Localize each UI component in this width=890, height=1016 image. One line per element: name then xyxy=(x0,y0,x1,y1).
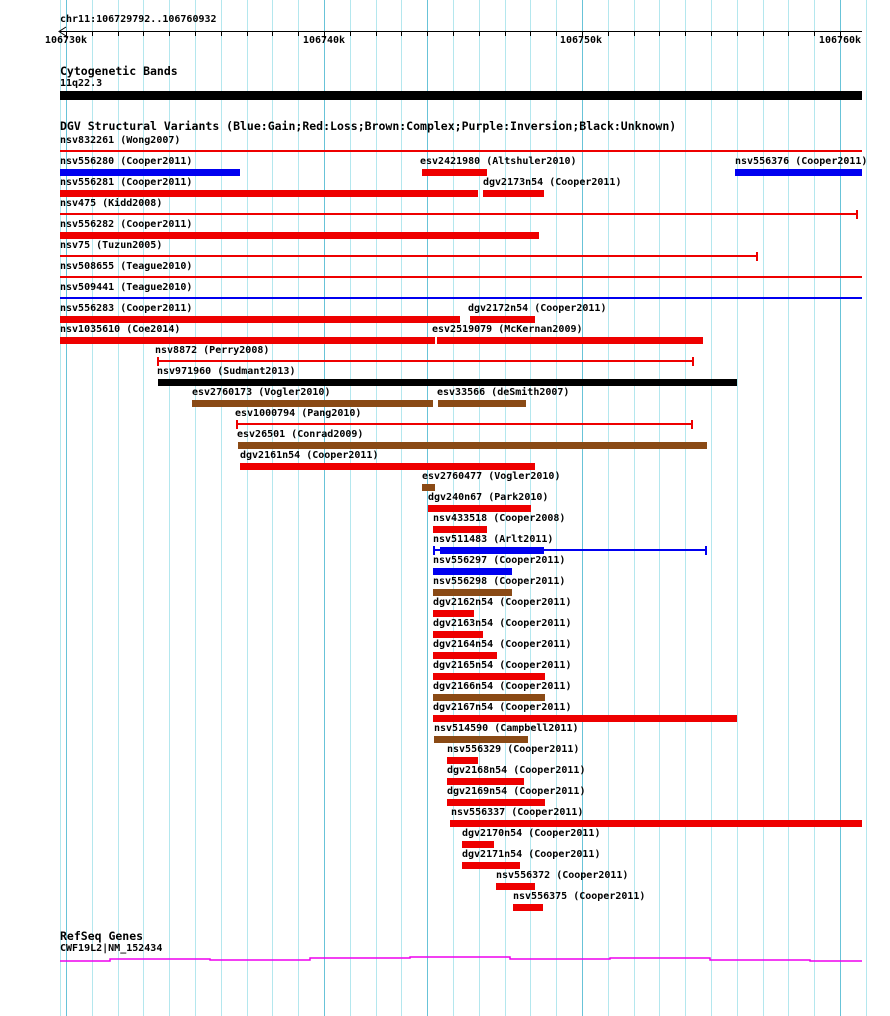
variant-label[interactable]: nsv511483 (Arlt2011) xyxy=(433,534,554,545)
variant-bar[interactable] xyxy=(438,400,526,407)
ruler-tick-label: 106740k xyxy=(302,35,346,46)
grid-line xyxy=(711,0,712,1016)
ruler-tick-label: 106750k xyxy=(559,35,603,46)
variant-end-tick xyxy=(691,420,693,429)
ruler-tick xyxy=(247,31,248,36)
variant-label[interactable]: nsv556283 (Cooper2011) xyxy=(60,303,193,314)
variant-label[interactable]: nsv556375 (Cooper2011) xyxy=(513,891,646,902)
variant-bar[interactable] xyxy=(60,190,478,197)
ruler-tick xyxy=(634,31,635,36)
grid-line xyxy=(350,0,351,1016)
variant-label[interactable]: nsv8872 (Perry2008) xyxy=(155,345,270,356)
variant-bar[interactable] xyxy=(433,568,512,575)
variant-label[interactable]: dgv240n67 (Park2010) xyxy=(428,492,549,503)
variant-span-line[interactable] xyxy=(157,360,694,362)
variant-label[interactable]: nsv556376 (Cooper2011) xyxy=(735,156,868,167)
variant-bar[interactable] xyxy=(158,379,737,386)
variant-label[interactable]: nsv832261 (Wong2007) xyxy=(60,135,181,146)
ruler-tick xyxy=(608,31,609,36)
grid-line xyxy=(221,0,222,1016)
ruler-tick xyxy=(479,31,480,36)
variant-bar[interactable] xyxy=(422,484,435,491)
ruler-tick-label: 106760k xyxy=(818,35,862,46)
variant-label[interactable]: nsv556297 (Cooper2011) xyxy=(433,555,566,566)
variant-label[interactable]: nsv971960 (Sudmant2013) xyxy=(157,366,296,377)
grid-line xyxy=(788,0,789,1016)
variant-label[interactable]: nsv556372 (Cooper2011) xyxy=(496,870,629,881)
variant-label[interactable]: esv2760173 (Vogler2010) xyxy=(192,387,331,398)
variant-bar[interactable] xyxy=(433,694,545,701)
grid-line xyxy=(737,0,738,1016)
variant-span-line[interactable] xyxy=(236,423,693,425)
variant-bar[interactable] xyxy=(462,841,494,848)
grid-line xyxy=(582,0,583,1016)
variant-label[interactable]: dgv2165n54 (Cooper2011) xyxy=(433,660,572,671)
variant-bar[interactable] xyxy=(60,169,240,176)
grid-line xyxy=(659,0,660,1016)
variant-label[interactable]: esv1000794 (Pang2010) xyxy=(235,408,362,419)
ruler-tick xyxy=(737,31,738,36)
grid-line xyxy=(247,0,248,1016)
grid-line xyxy=(634,0,635,1016)
variant-bar[interactable] xyxy=(450,820,862,827)
variant-label[interactable]: nsv1035610 (Coe2014) xyxy=(60,324,181,335)
ruler-tick xyxy=(763,31,764,36)
variant-bar[interactable] xyxy=(433,673,545,680)
variant-bar[interactable] xyxy=(513,904,543,911)
variant-bar[interactable] xyxy=(470,316,535,323)
ruler-tick xyxy=(556,31,557,36)
grid-line xyxy=(814,0,815,1016)
variant-label[interactable]: nsv509441 (Teague2010) xyxy=(60,282,193,293)
grid-line xyxy=(840,0,841,1016)
variant-label[interactable]: dgv2167n54 (Cooper2011) xyxy=(433,702,572,713)
grid-line xyxy=(608,0,609,1016)
ruler-tick xyxy=(298,31,299,36)
variant-span-line[interactable] xyxy=(60,255,758,257)
variant-end-tick xyxy=(236,420,238,429)
variant-label[interactable]: esv2760477 (Vogler2010) xyxy=(422,471,561,482)
ruler-tick xyxy=(659,31,660,36)
variant-label[interactable]: dgv2168n54 (Cooper2011) xyxy=(447,765,586,776)
variant-bar[interactable] xyxy=(483,190,544,197)
variant-label[interactable]: esv26501 (Conrad2009) xyxy=(237,429,364,440)
variant-bar[interactable] xyxy=(437,337,703,344)
variant-label[interactable]: nsv75 (Tuzun2005) xyxy=(60,240,163,251)
variant-label[interactable]: nsv475 (Kidd2008) xyxy=(60,198,163,209)
grid-line xyxy=(143,0,144,1016)
section-title-refseq: RefSeq Genes xyxy=(60,929,144,943)
ruler-tick xyxy=(401,31,402,36)
variant-span-line[interactable] xyxy=(60,276,862,278)
ruler-tick xyxy=(814,31,815,36)
ruler-tick xyxy=(530,31,531,36)
variant-bar[interactable] xyxy=(447,799,545,806)
grid-line xyxy=(763,0,764,1016)
variant-end-tick xyxy=(433,546,435,555)
variant-label[interactable]: nsv556281 (Cooper2011) xyxy=(60,177,193,188)
ruler-tick xyxy=(221,31,222,36)
cytoband-label: 11q22.3 xyxy=(60,78,103,89)
ruler-tick xyxy=(427,31,428,36)
variant-label[interactable]: dgv2172n54 (Cooper2011) xyxy=(468,303,607,314)
grid-line xyxy=(556,0,557,1016)
variant-end-tick xyxy=(756,252,758,261)
ruler-tick xyxy=(505,31,506,36)
grid-line xyxy=(685,0,686,1016)
variant-bar[interactable] xyxy=(60,337,435,344)
variant-bar[interactable] xyxy=(496,883,535,890)
ruler-tick xyxy=(350,31,351,36)
variant-bar[interactable] xyxy=(433,589,512,596)
region-title: chr11:106729792..106760932 xyxy=(60,14,217,25)
variant-span-line[interactable] xyxy=(60,150,862,152)
variant-bar[interactable] xyxy=(434,736,528,743)
variant-end-tick xyxy=(157,357,159,366)
variant-end-tick xyxy=(692,357,694,366)
variant-bar[interactable] xyxy=(422,169,487,176)
ruler-tick xyxy=(685,31,686,36)
variant-bar[interactable] xyxy=(462,862,520,869)
variant-bar[interactable] xyxy=(238,442,707,449)
grid-line xyxy=(195,0,196,1016)
ruler-tick xyxy=(195,31,196,36)
variant-label[interactable]: nsv433518 (Cooper2008) xyxy=(433,513,566,524)
variant-label[interactable]: nsv508655 (Teague2010) xyxy=(60,261,193,272)
grid-line xyxy=(272,0,273,1016)
variant-bar[interactable] xyxy=(60,316,460,323)
ruler-tick xyxy=(118,31,119,36)
grid-line xyxy=(298,0,299,1016)
variant-bar[interactable] xyxy=(433,526,487,533)
variant-end-tick xyxy=(856,210,858,219)
variant-bar[interactable] xyxy=(735,169,862,176)
grid-line xyxy=(118,0,119,1016)
section-title-cytobands: Cytogenetic Bands xyxy=(60,64,178,78)
grid-line xyxy=(376,0,377,1016)
grid-line xyxy=(169,0,170,1016)
variant-label[interactable]: dgv2162n54 (Cooper2011) xyxy=(433,597,572,608)
grid-line xyxy=(60,0,61,1016)
variant-label[interactable]: dgv2164n54 (Cooper2011) xyxy=(433,639,572,650)
variant-label[interactable]: nsv556282 (Cooper2011) xyxy=(60,219,193,230)
ruler-tick xyxy=(92,31,93,36)
variant-span-line[interactable] xyxy=(60,213,858,215)
ruler-axis xyxy=(60,31,862,32)
variant-bar[interactable] xyxy=(240,463,535,470)
ruler-tick xyxy=(711,31,712,36)
variant-label[interactable]: esv2421980 (Altshuler2010) xyxy=(420,156,577,167)
grid-line xyxy=(401,0,402,1016)
variant-label[interactable]: dgv2170n54 (Cooper2011) xyxy=(462,828,601,839)
variant-label[interactable]: esv2519079 (McKernan2009) xyxy=(432,324,583,335)
variant-bar[interactable] xyxy=(433,715,737,722)
variant-bar[interactable] xyxy=(447,757,478,764)
variant-label[interactable]: dgv2163n54 (Cooper2011) xyxy=(433,618,572,629)
ruler-tick xyxy=(376,31,377,36)
variant-bar[interactable] xyxy=(433,652,497,659)
variant-bar[interactable] xyxy=(433,631,483,638)
variant-label[interactable]: nsv556329 (Cooper2011) xyxy=(447,744,580,755)
cytoband-bar[interactable] xyxy=(60,91,862,100)
variant-label[interactable]: esv33566 (deSmith2007) xyxy=(437,387,570,398)
variant-bar[interactable] xyxy=(428,505,531,512)
ruler-tick xyxy=(143,31,144,36)
variant-label[interactable]: dgv2173n54 (Cooper2011) xyxy=(483,177,622,188)
variant-label[interactable]: nsv556337 (Cooper2011) xyxy=(451,807,584,818)
variant-label[interactable]: dgv2161n54 (Cooper2011) xyxy=(240,450,379,461)
variant-label[interactable]: nsv514590 (Campbell2011) xyxy=(434,723,579,734)
ruler-tick xyxy=(169,31,170,36)
variant-label[interactable]: nsv556280 (Cooper2011) xyxy=(60,156,193,167)
variant-bar[interactable] xyxy=(447,778,524,785)
section-title-dgv: DGV Structural Variants (Blue:Gain;Red:Loss;Brown:Complex;Purple:Inversion;Black:Unknown) xyxy=(60,119,677,133)
ruler-tick xyxy=(272,31,273,36)
refseq-gene-label[interactable]: CWF19L2|NM_152434 xyxy=(60,943,163,954)
variant-bar[interactable] xyxy=(192,400,433,407)
ruler-tick xyxy=(453,31,454,36)
ruler-tick xyxy=(788,31,789,36)
variant-end-tick xyxy=(705,546,707,555)
grid-line xyxy=(324,0,325,1016)
variant-label[interactable]: nsv556298 (Cooper2011) xyxy=(433,576,566,587)
variant-label[interactable]: dgv2166n54 (Cooper2011) xyxy=(433,681,572,692)
variant-bar[interactable] xyxy=(433,610,474,617)
variant-bar[interactable] xyxy=(60,232,539,239)
variant-label[interactable]: dgv2171n54 (Cooper2011) xyxy=(462,849,601,860)
grid-line xyxy=(866,0,867,1016)
ruler-tick-label: 106730k xyxy=(44,35,88,46)
variant-label[interactable]: dgv2169n54 (Cooper2011) xyxy=(447,786,586,797)
grid-line xyxy=(66,0,67,1016)
variant-span-line[interactable] xyxy=(60,297,862,299)
grid-line xyxy=(92,0,93,1016)
variant-bar[interactable] xyxy=(440,547,544,554)
